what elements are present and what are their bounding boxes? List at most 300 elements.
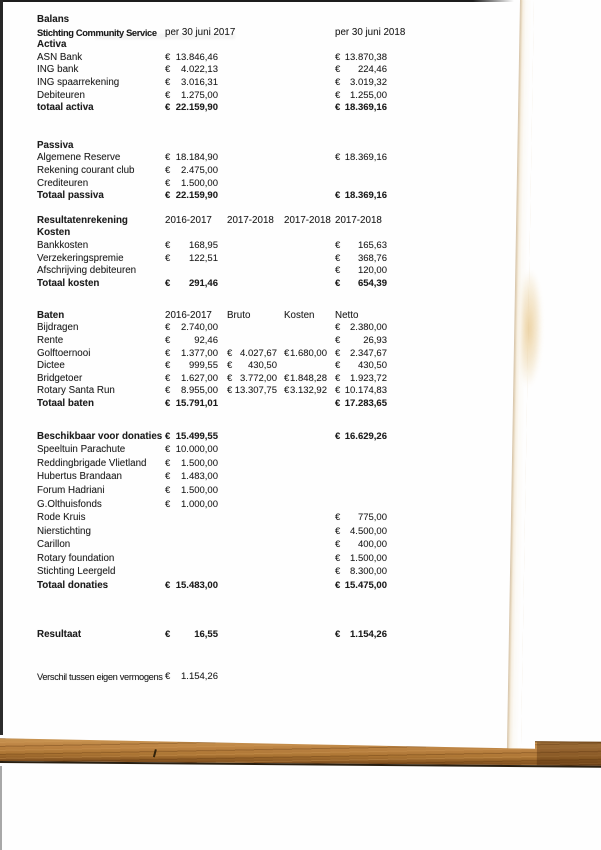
amount-cell-c1 [165,431,227,444]
amount: 18.369,16 [344,152,387,164]
euro-sign: € [165,457,171,469]
amount-cell-c1 [165,253,227,266]
amount-cell-c4 [335,52,393,65]
amount-cell-c1 [165,373,227,386]
empty-cell [284,458,335,471]
empty-cell [227,178,284,191]
euro-sign: € [165,334,171,346]
amount: 999,55 [188,360,218,372]
column-header: per 30 juni 2017 [165,26,236,38]
row-label: Debiteuren [37,89,85,101]
euro-sign: € [165,277,171,289]
row-label: Crediteuren [37,177,89,189]
column-header: 2017-2018 [227,214,274,226]
amount: 13.307,75 [234,385,277,397]
table-row [37,64,597,77]
empty-cell [165,526,227,539]
row-label: Nierstichting [37,525,91,537]
amount-cell-c1 [165,52,227,65]
empty-cell [165,39,227,52]
empty-cell [227,253,284,266]
amount: 1.500,00 [181,457,218,469]
euro-sign: € [335,512,341,524]
empty-cell [335,485,393,498]
euro-sign: € [227,372,233,384]
amount-cell-c2 [227,348,284,361]
table-row [37,14,597,27]
amount: 17.283,65 [344,397,387,409]
row-label: Carillon [37,539,71,551]
row-label: Bankkosten [37,239,89,251]
amount-cell-c4 [335,90,393,103]
amount-cell-c1 [165,90,227,103]
scan-left-edge-line [0,0,3,763]
amount-cell-c4 [335,322,393,335]
amount: 15.483,00 [175,580,218,592]
row-label: Forum Hadriani [37,484,105,496]
amount: 1.627,00 [181,372,218,384]
euro-sign: € [165,430,171,442]
empty-cell [165,512,227,525]
amount-cell-c1 [165,165,227,178]
euro-sign: € [335,102,341,114]
amount: 15.499,55 [175,430,218,442]
amount-cell-c1 [165,322,227,335]
amount-cell-c4 [335,373,393,386]
empty-cell [284,240,335,253]
table-row [37,278,597,291]
amount: 13.846,46 [175,51,218,63]
euro-sign: € [165,580,171,592]
amount: 1.255,00 [350,89,387,101]
empty-cell [227,580,284,593]
amount: 168,95 [188,239,218,251]
row-label: Verschil tussen eigen vermogens [37,672,163,683]
amount-cell-c3 [284,348,335,361]
scan-top-edge-line [0,0,514,2]
empty-cell [227,431,284,444]
amount: 1.000,00 [181,498,218,510]
amount: 3.772,00 [240,372,277,384]
table-row [37,190,597,203]
euro-sign: € [165,64,171,76]
table-row [37,39,597,52]
amount: 1.848,28 [290,372,327,384]
amount-cell-c4 [335,253,393,266]
amount: 3.016,31 [181,76,218,88]
euro-sign: € [335,397,341,409]
column-header: 2017-2018 [284,214,331,226]
amount: 2.347,67 [350,347,387,359]
row-label: Balans [37,14,70,25]
amount: 4.500,00 [350,525,387,537]
euro-sign: € [165,239,171,251]
column-header: Kosten [284,309,315,321]
amount-cell-c4 [335,64,393,77]
euro-sign: € [335,51,341,63]
table-row [37,322,597,335]
empty-cell [284,140,335,153]
amount: 92,46 [194,334,218,346]
wooden-table-edge-shaded [537,742,601,766]
empty-cell [284,471,335,484]
row-label: Rode Kruis [37,512,86,524]
column-header: 2016-2017 [165,214,212,226]
amount: 430,50 [247,360,277,372]
scan-left-edge-line-lower [0,766,2,850]
euro-sign: € [227,360,233,372]
euro-sign: € [165,471,171,483]
euro-sign: € [335,334,341,346]
amount: 430,50 [357,360,387,372]
amount: 1.923,72 [350,372,387,384]
row-label: G.Olthuisfonds [37,498,102,510]
empty-cell [284,671,335,684]
amount-cell-c1 [165,385,227,398]
row-label: Totaal baten [37,397,94,409]
euro-sign: € [335,580,341,592]
amount: 2.475,00 [181,164,218,176]
amount-cell-c4 [335,398,393,411]
amount-cell-c4 [335,580,393,593]
empty-cell [227,227,284,240]
empty-cell [227,14,284,27]
empty-cell [227,566,284,579]
table-row [37,215,597,228]
row-label: Verzekeringspremie [37,252,124,264]
empty-cell [227,629,284,642]
amount-cell-c4 [335,385,393,398]
amount: 368,76 [357,252,387,264]
empty-cell [284,335,335,348]
empty-cell [284,553,335,566]
amount-cell-c1 [165,278,227,291]
amount-cell-c1 [165,240,227,253]
euro-sign: € [335,372,341,384]
table-row [37,165,597,178]
empty-cell [284,178,335,191]
empty-cell [284,39,335,52]
column-header: Bruto [227,309,251,321]
amount: 1.500,00 [181,177,218,189]
amount: 122,51 [188,252,218,264]
amount: 13.870,38 [344,51,387,63]
euro-sign: € [165,444,171,456]
amount-cell-c4 [335,190,393,203]
empty-cell [165,14,227,27]
empty-cell [165,566,227,579]
row-label: Hubertus Brandaan [37,471,122,483]
euro-sign: € [335,525,341,537]
euro-sign: € [165,372,171,384]
amount: 1.154,26 [350,628,387,640]
empty-cell [227,140,284,153]
amount-cell-c2 [227,360,284,373]
amount-cell-c1 [165,499,227,512]
euro-sign: € [165,252,171,264]
euro-sign: € [335,252,341,264]
amount: 26,93 [363,334,387,346]
empty-cell [284,27,335,40]
euro-sign: € [335,239,341,251]
table-row [37,227,597,240]
empty-cell [284,165,335,178]
euro-sign: € [165,628,171,640]
empty-cell [284,580,335,593]
empty-cell [284,398,335,411]
amount-cell-c4 [335,348,393,361]
empty-cell [227,265,284,278]
euro-sign: € [335,89,341,101]
euro-sign: € [335,552,341,564]
amount-cell-c4 [335,431,393,444]
amount: 775,00 [357,512,387,524]
euro-sign: € [335,322,341,334]
euro-sign: € [227,385,233,397]
amount-cell-c1 [165,444,227,457]
euro-sign: € [165,164,171,176]
amount: 654,39 [357,277,387,289]
table-row [37,253,597,266]
euro-sign: € [165,51,171,63]
amount-cell-c4 [335,152,393,165]
empty-cell [335,444,393,457]
amount-cell-c1 [165,77,227,90]
empty-cell [227,52,284,65]
empty-cell [227,39,284,52]
empty-cell [335,39,393,52]
amount: 2.380,00 [350,322,387,334]
empty-cell [227,539,284,552]
amount-cell-c1 [165,64,227,77]
euro-sign: € [335,360,341,372]
table-row [37,240,597,253]
empty-cell [165,265,227,278]
amount: 8.300,00 [350,566,387,578]
euro-sign: € [227,347,233,359]
row-label: Stichting Leergeld [37,566,116,578]
empty-cell [227,444,284,457]
empty-cell [227,485,284,498]
row-label: Afschrijving debiteuren [37,265,137,277]
euro-sign: € [165,177,171,189]
euro-sign: € [165,152,171,164]
amount: 4.027,67 [240,347,277,359]
row-label: Bijdragen [37,322,79,334]
column-header: 2016-2017 [165,309,212,321]
empty-cell [284,629,335,642]
amount-cell-c1 [165,485,227,498]
empty-cell [227,471,284,484]
empty-cell [227,335,284,348]
amount-cell-c1 [165,398,227,411]
empty-cell [165,539,227,552]
amount: 400,00 [357,539,387,551]
empty-cell [284,190,335,203]
column-header: 2017-2018 [335,214,382,226]
empty-cell [227,671,284,684]
row-label: Beschikbaar voor donaties [37,430,163,442]
euro-sign: € [165,347,171,359]
empty-cell [227,102,284,115]
amount: 1.500,00 [350,552,387,564]
empty-cell [227,526,284,539]
euro-sign: € [335,539,341,551]
euro-sign: € [335,628,341,640]
amount-cell-c4 [335,265,393,278]
amount-cell-c4 [335,278,393,291]
euro-sign: € [284,385,290,397]
amount: 18.369,16 [344,102,387,114]
row-label: ASN Bank [37,51,83,63]
euro-sign: € [165,360,171,372]
empty-cell [284,253,335,266]
empty-cell [227,499,284,512]
amount-cell-c4 [335,77,393,90]
amount: 120,00 [357,265,387,277]
empty-cell [284,278,335,291]
amount-cell-c2 [227,385,284,398]
empty-cell [165,140,227,153]
empty-cell [284,152,335,165]
amount: 8.955,00 [181,385,218,397]
amount-cell-c1 [165,580,227,593]
empty-cell [335,458,393,471]
empty-cell [284,360,335,373]
amount-cell-c4 [335,629,393,642]
empty-cell [284,512,335,525]
amount: 3.019,32 [350,76,387,88]
amount-cell-c1 [165,190,227,203]
empty-cell [335,471,393,484]
amount: 1.154,26 [181,671,218,683]
euro-sign: € [335,76,341,88]
empty-cell [284,77,335,90]
amount-cell-c1 [165,471,227,484]
amount: 10.000,00 [175,444,218,456]
wood-scratch-mark [153,749,157,757]
column-header: per 30 juni 2018 [335,26,406,38]
empty-cell [335,499,393,512]
empty-cell [335,140,393,153]
empty-cell [165,553,227,566]
euro-sign: € [335,430,341,442]
empty-cell [284,539,335,552]
amount: 22.159,90 [175,102,218,114]
empty-cell [335,178,393,191]
row-label: Resultatenrekening [37,214,128,226]
euro-sign: € [335,385,341,397]
amount-cell-c4 [335,553,393,566]
amount: 1.500,00 [181,484,218,496]
euro-sign: € [165,671,171,683]
euro-sign: € [165,498,171,510]
row-label: ING spaarrekening [37,76,120,88]
amount-cell-c3 [284,385,335,398]
row-label: ING bank [37,64,79,76]
amount: 291,46 [188,277,218,289]
empty-cell [284,431,335,444]
amount: 15.791,01 [175,397,218,409]
amount: 3.132,92 [290,385,327,397]
amount-cell-c1 [165,629,227,642]
empty-cell [227,165,284,178]
euro-sign: € [335,152,341,164]
euro-sign: € [335,347,341,359]
empty-cell [284,322,335,335]
empty-cell [227,77,284,90]
empty-cell [227,322,284,335]
table-row [37,140,597,153]
empty-cell [227,240,284,253]
table-row [37,310,597,323]
empty-cell [227,398,284,411]
euro-sign: € [165,484,171,496]
empty-cell [284,64,335,77]
row-label: Rente [37,334,64,346]
empty-cell [284,52,335,65]
amount-cell-c4 [335,539,393,552]
amount: 10.174,83 [344,385,387,397]
row-label: Passiva [37,139,74,151]
empty-cell [284,499,335,512]
amount: 224,46 [357,64,387,76]
column-header: Netto [335,309,359,321]
empty-cell [335,671,393,684]
empty-cell [335,165,393,178]
row-label: Rotary foundation [37,552,115,564]
euro-sign: € [335,190,341,202]
amount: 4.022,13 [181,64,218,76]
amount-cell-c1 [165,178,227,191]
table-row [37,152,597,165]
empty-cell [227,278,284,291]
table-row [37,77,597,90]
amount: 16,55 [194,628,218,640]
empty-cell [335,14,393,27]
amount: 18.369,16 [344,190,387,202]
amount: 165,63 [357,239,387,251]
empty-cell [284,90,335,103]
empty-cell [227,64,284,77]
euro-sign: € [335,277,341,289]
euro-sign: € [165,385,171,397]
row-label: Stichting Community Service [37,27,157,38]
empty-cell [165,227,227,240]
amount: 2.740,00 [181,322,218,334]
amount-cell-c2 [227,373,284,386]
amount-cell-c1 [165,335,227,348]
row-label: Rotary Santa Run [37,385,115,397]
amount-cell-c4 [335,566,393,579]
amount: 1.377,00 [181,347,218,359]
row-label: Totaal kosten [37,277,100,289]
table-row [37,178,597,191]
table-row [37,102,597,115]
empty-cell [227,152,284,165]
row-label: Activa [37,39,67,51]
amount-cell-c1 [165,152,227,165]
amount-cell-c1 [165,671,227,684]
amount-cell-c4 [335,102,393,115]
euro-sign: € [165,397,171,409]
row-label: Baten [37,309,65,321]
row-label: Totaal donaties [37,580,109,592]
amount-cell-c4 [335,512,393,525]
euro-sign: € [284,347,290,359]
amount: 1.483,00 [181,471,218,483]
empty-cell [284,485,335,498]
